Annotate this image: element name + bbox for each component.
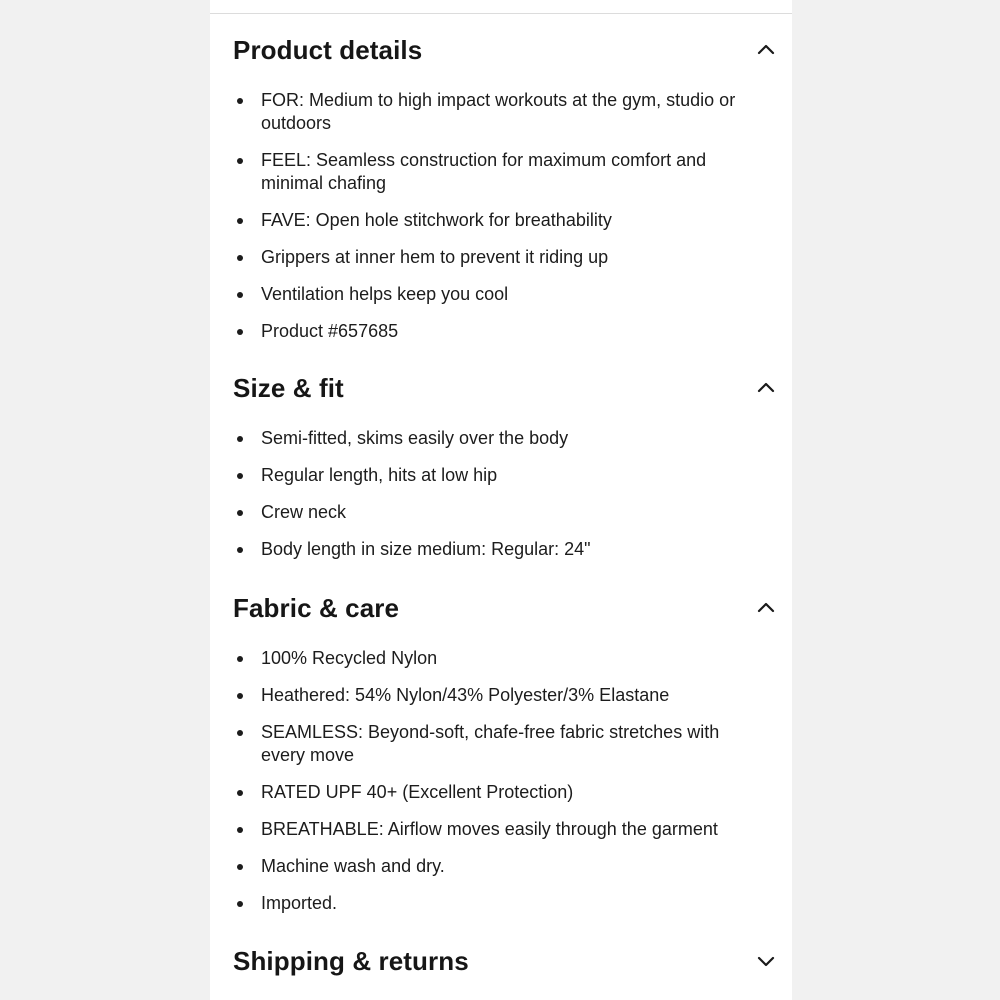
section-title: Size & fit [233,373,344,403]
list-item: BREATHABLE: Airflow moves easily through the garment [233,818,762,841]
size-fit-header[interactable] [233,370,778,406]
list-item: FOR: Medium to high impact workouts at the gym, studio or outdoors [233,89,762,135]
shipping-returns-header[interactable] [233,943,778,979]
list-item: Heathered: 54% Nylon/43% Polyester/3% Elastane [233,684,762,707]
section-title: Product details [233,35,423,65]
chevron-up-icon[interactable] [754,596,778,620]
list-item: Ventilation helps keep you cool [233,283,762,306]
list-item: 100% Recycled Nylon [233,647,762,670]
list-item: Crew neck [233,501,762,524]
list-item: Product #657685 [233,320,762,343]
chevron-down-icon[interactable] [754,949,778,973]
list-item: Grippers at inner hem to prevent it riding up [233,246,762,269]
list-item: Regular length, hits at low hip [233,464,762,487]
top-divider [210,13,792,14]
list-item: Imported. [233,892,762,915]
product-info-panel [210,0,792,1000]
list-item: FAVE: Open hole stitchwork for breathability [233,209,762,232]
list-item: Body length in size medium: Regular: 24" [233,538,762,561]
list-item: Semi-fitted, skims easily over the body [233,427,762,450]
product-details-header[interactable] [233,32,778,68]
product-details-list [233,89,762,357]
fabric-care-header[interactable] [233,590,778,626]
chevron-up-icon[interactable] [754,376,778,400]
section-title: Fabric & care [233,593,400,623]
list-item: Machine wash and dry. [233,855,762,878]
list-item: FEEL: Seamless construction for maximum comfort and minimal chafing [233,149,762,195]
size-fit-list [233,427,762,575]
section-title: Shipping & returns [233,946,469,976]
list-item: RATED UPF 40+ (Excellent Protection) [233,781,762,804]
fabric-care-list [233,647,762,929]
chevron-up-icon[interactable] [754,38,778,62]
list-item: SEAMLESS: Beyond-soft, chafe-free fabric stretches with every move [233,721,762,767]
